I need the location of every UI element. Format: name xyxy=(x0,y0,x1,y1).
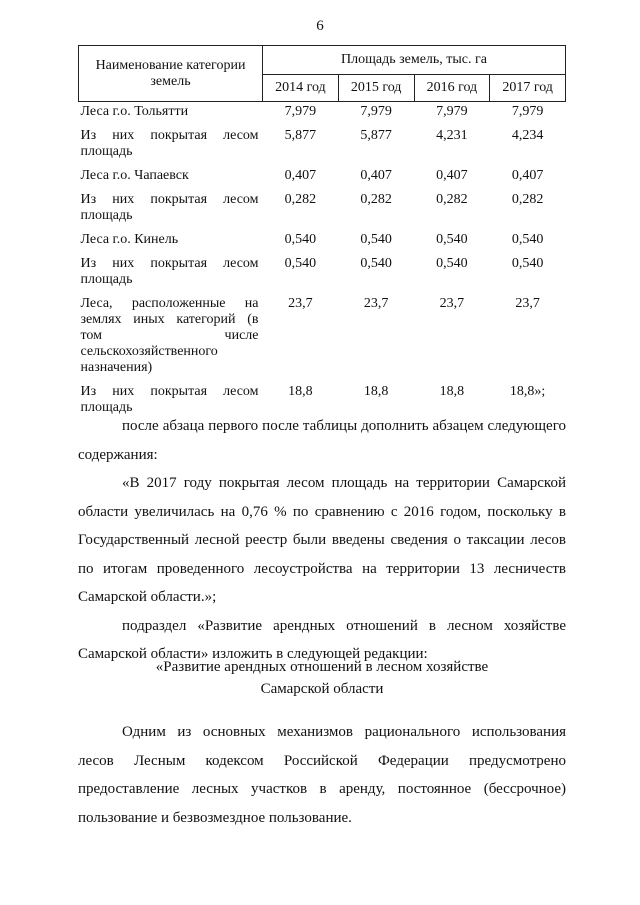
category-cell: Леса, расположенные на землях иных категорий (в том числе сельскохозяйственного назначения) xyxy=(80,296,259,375)
value-cell: 0,407 xyxy=(284,168,317,183)
table-row xyxy=(79,230,566,254)
table-row xyxy=(79,102,566,127)
value-cell: 0,540 xyxy=(436,256,468,271)
paragraph-lease-mechanisms: Одним из основных механизмов рационального использования лесов Лесным кодексом Российской Федерации предусмотрено предоставление лесных участков в аренду, постоянное (бессрочное) пользование и безвозмездное пользование. xyxy=(78,724,566,826)
year-header: 2015 год xyxy=(338,75,414,102)
category-cell: Леса г.о. Чапаевск xyxy=(80,168,189,183)
year-header: 2014 год xyxy=(263,75,339,102)
value-cell: 0,540 xyxy=(284,256,317,271)
page-number: 6 xyxy=(316,18,324,34)
category-cell: Из них покрытая лесом площадь xyxy=(80,128,259,159)
value-cell: 0,540 xyxy=(511,232,544,247)
value-cell: 18,8 xyxy=(439,384,465,399)
value-cell: 23,7 xyxy=(515,296,540,311)
paragraph-subsection-instruction: подраздел «Развитие арендных отношений в лесном хозяйстве Самарской области» изложить в следующей редакции: xyxy=(78,617,566,662)
category-cell: Леса г.о. Кинель xyxy=(80,232,179,247)
year-header: 2016 год xyxy=(414,75,490,102)
value-cell: 5,877 xyxy=(360,128,392,143)
value-cell: 0,540 xyxy=(360,256,392,271)
value-cell: 0,282 xyxy=(511,192,544,207)
value-cell: 7,979 xyxy=(436,104,468,119)
value-cell: 0,540 xyxy=(511,256,544,271)
value-cell: 0,407 xyxy=(511,168,544,183)
value-cell: 0,407 xyxy=(436,168,468,183)
lease-section-body xyxy=(78,718,566,832)
category-cell: Из них покрытая лесом площадь xyxy=(80,384,259,415)
value-cell: 23,7 xyxy=(363,296,389,311)
value-cell: 0,282 xyxy=(436,192,468,207)
heading-line: «Развитие арендных отношений в лесном хозяйстве xyxy=(155,659,489,675)
year-header: 2017 год xyxy=(490,75,566,102)
value-cell: 4,234 xyxy=(511,128,544,143)
table-row xyxy=(79,166,566,190)
value-cell: 7,979 xyxy=(360,104,392,119)
paragraph-insert-instruction: после абзаца первого после таблицы дополнить абзацем следующего содержания: xyxy=(78,418,566,463)
category-cell: Из них покрытая лесом площадь xyxy=(80,256,259,287)
value-cell: 18,8 xyxy=(288,384,313,399)
paragraph-forest-area-increase: «В 2017 году покрытая лесом площадь на территории Самарской области увеличилась на 0,76 % по сравнению с 2016 годом, поскольку в Государственный лесной реестр были введены сведения о таксации лесов по итогам проведенного лесоустройства на территории 13 лесничеств Самарской области.»; xyxy=(78,475,566,605)
value-cell: 23,7 xyxy=(439,296,465,311)
subsection-heading xyxy=(78,656,566,700)
value-cell: 7,979 xyxy=(511,104,544,119)
category-column-header: Наименование категории земель xyxy=(79,46,263,102)
value-cell: 5,877 xyxy=(284,128,317,143)
table-row xyxy=(79,126,566,166)
table-row xyxy=(79,190,566,230)
value-cell: 0,282 xyxy=(284,192,317,207)
value-cell: 23,7 xyxy=(288,296,313,311)
value-cell: 0,407 xyxy=(360,168,392,183)
heading-line: Самарской области xyxy=(260,681,384,697)
value-cell: 18,8 xyxy=(363,384,389,399)
value-cell: 0,540 xyxy=(360,232,392,247)
area-column-header: Площадь земель, тыс. га xyxy=(263,46,566,75)
value-cell: 0,540 xyxy=(284,232,317,247)
value-cell: 0,540 xyxy=(436,232,468,247)
table-row xyxy=(79,254,566,294)
category-cell: Леса г.о. Тольятти xyxy=(80,104,189,119)
value-cell: 4,231 xyxy=(436,128,468,143)
value-cell: 18,8»; xyxy=(509,384,546,399)
amendment-text xyxy=(78,412,566,669)
value-cell: 7,979 xyxy=(284,104,317,119)
value-cell: 0,282 xyxy=(360,192,392,207)
forest-area-table xyxy=(78,45,566,422)
category-cell: Из них покрытая лесом площадь xyxy=(80,192,259,223)
table-row xyxy=(79,294,566,382)
